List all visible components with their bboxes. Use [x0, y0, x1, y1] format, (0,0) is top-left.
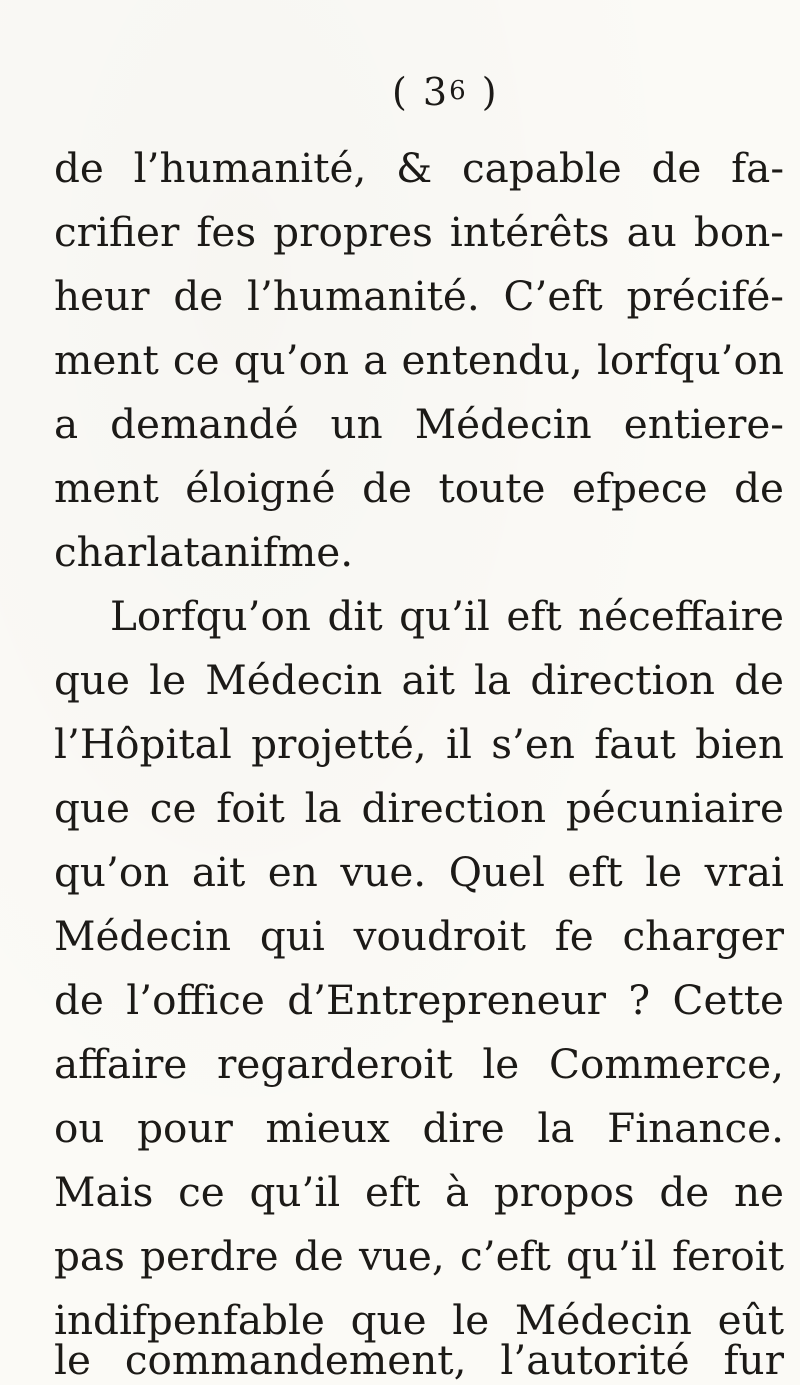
text-line: que ce foit la direction pécuniaire [54, 784, 784, 832]
text-line: l’Hôpital projetté, il s’en faut bien [54, 720, 784, 768]
text-line: Médecin qui voudroit fe charger [54, 912, 784, 960]
text-line: de l’humanité, & capable de fa- [54, 144, 784, 192]
text-line: crifier fes propres intérêts au bon- [54, 208, 784, 256]
text-line: Lorfqu’on dit qu’il eft néceffaire [110, 592, 784, 640]
text-line: a demandé un Médecin entiere- [54, 400, 784, 448]
text-line: Mais ce qu’il eft à propos de ne [54, 1168, 784, 1216]
text-line: ment ce qu’on a entendu, lorfqu’on [54, 336, 784, 384]
page-number-sup: 6 [449, 76, 468, 106]
text-line: ou pour mieux dire la Finance. [54, 1104, 784, 1152]
text-line: heur de l’humanité. C’eft précifé- [54, 272, 784, 320]
page-number-open: ( 3 [392, 70, 450, 114]
text-line: que le Médecin ait la direction de [54, 656, 784, 704]
text-line: qu’on ait en vue. Quel eft le vrai [54, 848, 784, 896]
text-line: le commandement, l’autorité fur [54, 1336, 784, 1384]
page-number [392, 70, 499, 114]
text-line: de l’office d’Entrepreneur ? Cette [54, 976, 784, 1024]
text-line: affaire regarderoit le Commerce, [54, 1040, 784, 1088]
page-number-close: ) [467, 70, 499, 114]
text-line: pas perdre de vue, c’eft qu’il feroit [54, 1232, 784, 1280]
text-line: ment éloigné de toute efpece de [54, 464, 784, 512]
text-line: indifpenfable que le Médecin eût [54, 1296, 784, 1344]
text-line: charlatanifme. [54, 528, 354, 576]
